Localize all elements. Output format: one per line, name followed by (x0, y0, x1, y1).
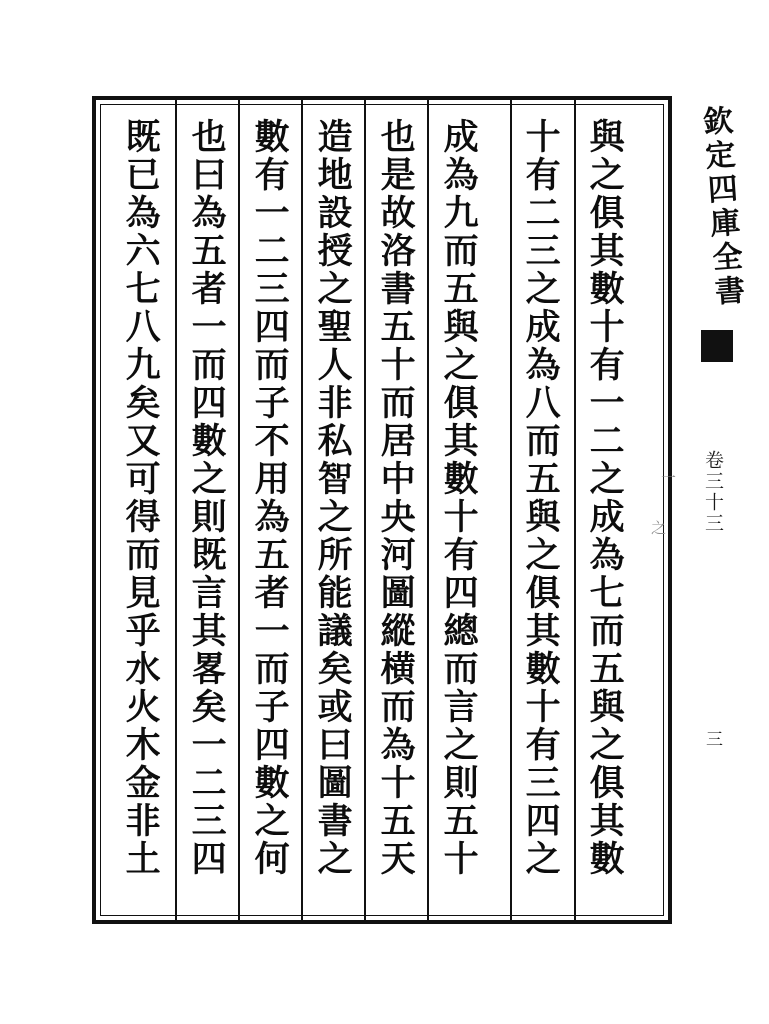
text-column-7: 也曰為五者一而四數之則既言其畧矣一二三四 (186, 118, 228, 878)
text-column-8: 既已為六七八九矣又可得而見乎水火木金非土 (120, 118, 162, 878)
page-number-label: 三 (702, 730, 722, 749)
seal-stamp-icon (701, 330, 733, 362)
title-banner: 欽定四庫全書 (696, 104, 746, 311)
column-rule-8 (175, 100, 177, 920)
text-column-3: 成為九而五與之俱其數十有四總而言之則五十 (438, 118, 480, 878)
text-column-4: 也是故洛書五十而居中央河圖縱横而為十五天 (375, 118, 417, 878)
column-rule-7 (238, 100, 240, 920)
volume-label: 卷三十三 (702, 450, 724, 534)
column-rule-3 (510, 100, 512, 920)
column-rule-4 (427, 100, 429, 920)
column-rule-6 (301, 100, 303, 920)
text-column-5: 造地設授之聖人非私智之所能議矣或曰圖書之 (312, 118, 354, 878)
margin-mark-1: 一 (659, 470, 677, 485)
text-column-6: 數有一二三四而子不用為五者一而子四數之何 (249, 118, 291, 878)
margin-mark-2: 之 (649, 520, 667, 535)
column-rule-5 (364, 100, 366, 920)
text-column-1: 與之俱其數十有一二之成為七而五與之俱其數 (584, 118, 626, 878)
column-rule-2 (574, 100, 576, 920)
text-column-2: 十有二三之成為八而五與之俱其數十有三四之 (520, 118, 562, 878)
